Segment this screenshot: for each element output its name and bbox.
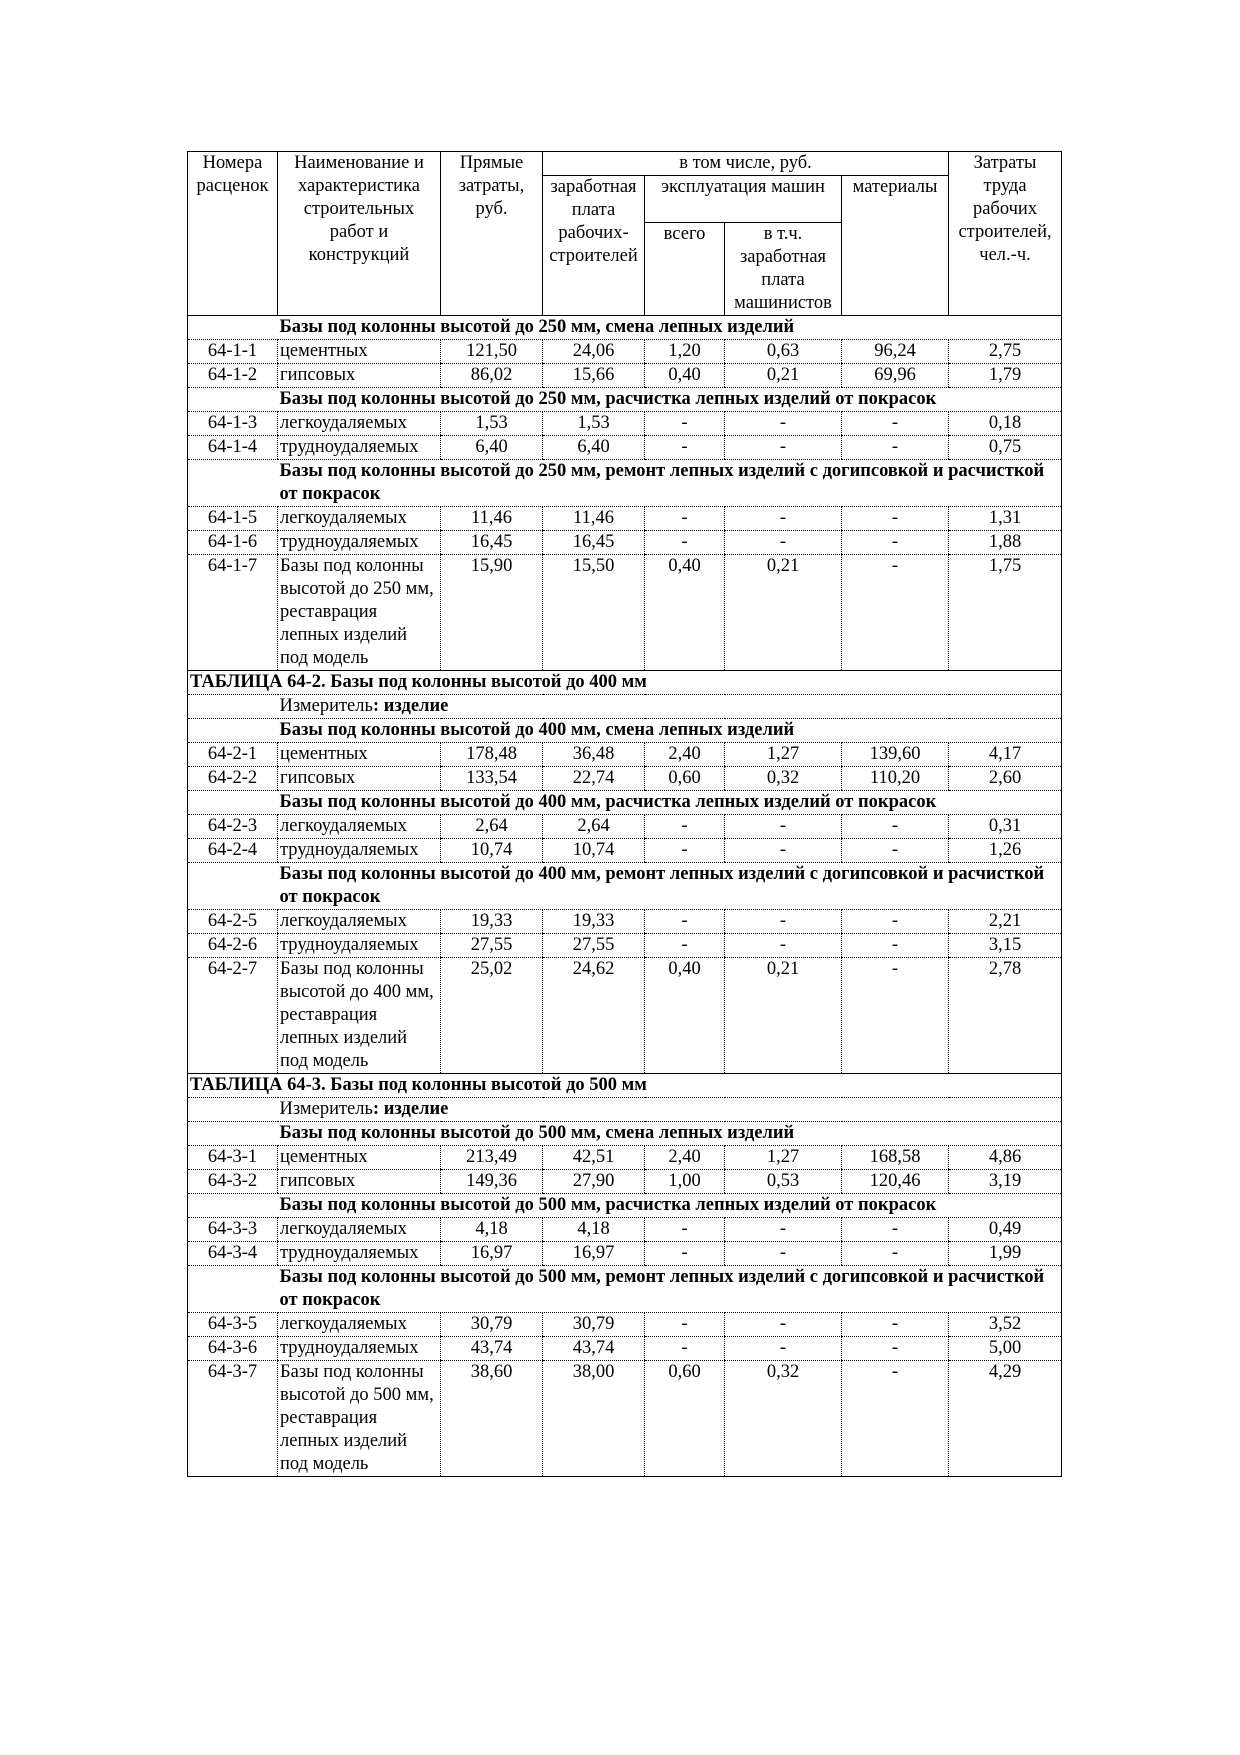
row-direct: 121,50	[441, 340, 543, 364]
row-machines: 1,20	[645, 340, 725, 364]
row-code: 64-2-5	[188, 910, 278, 934]
row-machinist-wage: 1,27	[725, 743, 842, 767]
row-wage: 27,90	[543, 1170, 645, 1194]
table-row	[188, 839, 1062, 863]
row-direct: 43,74	[441, 1337, 543, 1361]
row-machinist-wage: -	[725, 531, 842, 555]
row-code: 64-2-1	[188, 743, 278, 767]
row-name: легкоудаляемых	[278, 412, 441, 436]
row-code: 64-3-2	[188, 1170, 278, 1194]
table-row	[188, 1361, 1062, 1477]
table-row	[188, 815, 1062, 839]
row-machinist-wage: -	[725, 1313, 842, 1337]
row-labor: 4,17	[949, 743, 1062, 767]
row-labor: 1,88	[949, 531, 1062, 555]
row-machinist-wage: 0,63	[725, 340, 842, 364]
row-name: цементных	[278, 1146, 441, 1170]
row-machines: -	[645, 910, 725, 934]
row-code: 64-1-7	[188, 555, 278, 671]
measure-value: : изделие	[372, 696, 449, 716]
row-materials: 139,60	[842, 743, 949, 767]
row-code: 64-1-5	[188, 507, 278, 531]
row-wage: 19,33	[543, 910, 645, 934]
row-name: легкоудаляемых	[278, 507, 441, 531]
table-row	[188, 1170, 1062, 1194]
row-machinist-wage: -	[725, 1337, 842, 1361]
row-machinist-wage: 0,32	[725, 1361, 842, 1477]
row-name: цементных	[278, 340, 441, 364]
row-name: легкоудаляемых	[278, 910, 441, 934]
row-labor: 5,00	[949, 1337, 1062, 1361]
header-machinist-wage: в т.ч. заработная плата машинистов	[725, 223, 842, 316]
row-materials: -	[842, 815, 949, 839]
row-labor: 3,15	[949, 934, 1062, 958]
row-labor: 0,75	[949, 436, 1062, 460]
row-wage: 22,74	[543, 767, 645, 791]
row-name: трудноудаляемых	[278, 1242, 441, 1266]
row-direct: 1,53	[441, 412, 543, 436]
row-wage: 1,53	[543, 412, 645, 436]
header-direct-costs: Прямые затраты, руб.	[441, 152, 543, 316]
row-name: гипсовых	[278, 364, 441, 388]
row-materials: 168,58	[842, 1146, 949, 1170]
section-title: Базы под колонны высотой до 400 мм, смена лепных изделий	[278, 719, 1062, 743]
row-direct: 19,33	[441, 910, 543, 934]
header-machines: эксплуатация машин	[645, 176, 842, 223]
header-wage: заработная плата рабочих-строителей	[543, 176, 645, 316]
row-machines: -	[645, 531, 725, 555]
table-row	[188, 436, 1062, 460]
table-row	[188, 910, 1062, 934]
header-including: в том числе, руб.	[543, 152, 949, 176]
row-machines: -	[645, 1337, 725, 1361]
table-row	[188, 1218, 1062, 1242]
row-direct: 133,54	[441, 767, 543, 791]
row-machinist-wage: -	[725, 934, 842, 958]
row-machines: -	[645, 1242, 725, 1266]
row-labor: 1,31	[949, 507, 1062, 531]
row-labor: 1,26	[949, 839, 1062, 863]
row-direct: 30,79	[441, 1313, 543, 1337]
row-machinist-wage: 0,21	[725, 958, 842, 1074]
row-materials: -	[842, 958, 949, 1074]
row-machinist-wage: -	[725, 815, 842, 839]
header-materials: материалы	[842, 176, 949, 316]
row-machines: 1,00	[645, 1170, 725, 1194]
row-code: 64-1-4	[188, 436, 278, 460]
measure-unit	[278, 695, 1062, 719]
row-wage: 24,62	[543, 958, 645, 1074]
row-machinist-wage: -	[725, 1218, 842, 1242]
row-materials: -	[842, 1313, 949, 1337]
row-wage: 38,00	[543, 1361, 645, 1477]
row-direct: 25,02	[441, 958, 543, 1074]
row-name: гипсовых	[278, 767, 441, 791]
row-machines: 0,40	[645, 364, 725, 388]
row-code: 64-2-6	[188, 934, 278, 958]
row-code: 64-3-1	[188, 1146, 278, 1170]
row-direct: 10,74	[441, 839, 543, 863]
row-machines: -	[645, 934, 725, 958]
table-title: ТАБЛИЦА 64-3. Базы под колонны высотой до 500 мм	[188, 1074, 1062, 1098]
row-machinist-wage: -	[725, 910, 842, 934]
row-direct: 11,46	[441, 507, 543, 531]
header-code: Номера расценок	[188, 152, 278, 316]
row-wage: 36,48	[543, 743, 645, 767]
row-materials: -	[842, 1361, 949, 1477]
row-code: 64-1-2	[188, 364, 278, 388]
row-wage: 42,51	[543, 1146, 645, 1170]
section-title: Базы под колонны высотой до 400 мм, расчистка лепных изделий от покрасок	[278, 791, 1062, 815]
price-table	[187, 151, 1062, 1477]
section-title: Базы под колонны высотой до 250 мм, ремонт лепных изделий с догипсовкой и расчисткой от покрасок	[278, 460, 1062, 507]
row-name: трудноудаляемых	[278, 1337, 441, 1361]
row-wage: 2,64	[543, 815, 645, 839]
header-machines-total: всего	[645, 223, 725, 316]
table-row	[188, 767, 1062, 791]
row-name: легкоудаляемых	[278, 1313, 441, 1337]
row-name: легкоудаляемых	[278, 815, 441, 839]
table-title: ТАБЛИЦА 64-2. Базы под колонны высотой до 400 мм	[188, 671, 1062, 695]
row-wage: 11,46	[543, 507, 645, 531]
row-materials: -	[842, 934, 949, 958]
row-machines: -	[645, 436, 725, 460]
row-machinist-wage: 1,27	[725, 1146, 842, 1170]
header-labor: Затраты труда рабочих строителей, чел.-ч.	[949, 152, 1062, 316]
table-row	[188, 1146, 1062, 1170]
row-materials: 96,24	[842, 340, 949, 364]
row-materials: -	[842, 839, 949, 863]
table-row	[188, 934, 1062, 958]
row-direct: 16,97	[441, 1242, 543, 1266]
row-machinist-wage: -	[725, 1242, 842, 1266]
row-labor: 2,78	[949, 958, 1062, 1074]
row-materials: 120,46	[842, 1170, 949, 1194]
section-title: Базы под колонны высотой до 500 мм, смена лепных изделий	[278, 1122, 1062, 1146]
table-row	[188, 743, 1062, 767]
row-direct: 178,48	[441, 743, 543, 767]
row-machines: -	[645, 1218, 725, 1242]
row-wage: 15,50	[543, 555, 645, 671]
row-machines: -	[645, 507, 725, 531]
table-row	[188, 340, 1062, 364]
row-machinist-wage: -	[725, 507, 842, 531]
row-labor: 4,86	[949, 1146, 1062, 1170]
row-machines: 0,40	[645, 958, 725, 1074]
table-row	[188, 1242, 1062, 1266]
row-name: трудноудаляемых	[278, 839, 441, 863]
row-wage: 16,97	[543, 1242, 645, 1266]
row-name: Базы под колонны высотой до 250 мм, реставрация лепных изделий под модель	[278, 555, 441, 671]
row-machines: 2,40	[645, 1146, 725, 1170]
row-code: 64-3-6	[188, 1337, 278, 1361]
row-labor: 0,31	[949, 815, 1062, 839]
table-row	[188, 364, 1062, 388]
row-machines: -	[645, 839, 725, 863]
row-code: 64-2-4	[188, 839, 278, 863]
row-name: гипсовых	[278, 1170, 441, 1194]
row-materials: -	[842, 531, 949, 555]
row-materials: -	[842, 910, 949, 934]
section-title: Базы под колонны высотой до 250 мм, расчистка лепных изделий от покрасок	[278, 388, 1062, 412]
row-code: 64-1-1	[188, 340, 278, 364]
row-direct: 213,49	[441, 1146, 543, 1170]
row-code: 64-2-2	[188, 767, 278, 791]
header-name: Наименование и характеристика строительных работ и конструкций	[278, 152, 441, 316]
row-labor: 1,79	[949, 364, 1062, 388]
row-name: трудноудаляемых	[278, 436, 441, 460]
row-materials: -	[842, 507, 949, 531]
section-title: Базы под колонны высотой до 400 мм, ремонт лепных изделий с догипсовкой и расчисткой от покрасок	[278, 863, 1062, 910]
row-direct: 15,90	[441, 555, 543, 671]
row-wage: 30,79	[543, 1313, 645, 1337]
row-direct: 2,64	[441, 815, 543, 839]
row-code: 64-3-4	[188, 1242, 278, 1266]
measure-label: Измеритель	[279, 696, 373, 716]
section-title: Базы под колонны высотой до 250 мм, смена лепных изделий	[278, 316, 1062, 340]
row-wage: 43,74	[543, 1337, 645, 1361]
row-code: 64-1-6	[188, 531, 278, 555]
table-row	[188, 412, 1062, 436]
row-name: Базы под колонны высотой до 400 мм, реставрация лепных изделий под модель	[278, 958, 441, 1074]
row-wage: 15,66	[543, 364, 645, 388]
row-code: 64-2-3	[188, 815, 278, 839]
row-materials: -	[842, 436, 949, 460]
row-code: 64-1-3	[188, 412, 278, 436]
row-name: трудноудаляемых	[278, 934, 441, 958]
row-direct: 86,02	[441, 364, 543, 388]
row-machinist-wage: 0,53	[725, 1170, 842, 1194]
row-labor: 1,75	[949, 555, 1062, 671]
table-row	[188, 555, 1062, 671]
table-row	[188, 507, 1062, 531]
section-title: Базы под колонны высотой до 500 мм, ремонт лепных изделий с догипсовкой и расчисткой от покрасок	[278, 1266, 1062, 1313]
row-name: легкоудаляемых	[278, 1218, 441, 1242]
row-materials: -	[842, 1337, 949, 1361]
row-machines: -	[645, 1313, 725, 1337]
table-row	[188, 1337, 1062, 1361]
row-materials: -	[842, 555, 949, 671]
row-labor: 1,99	[949, 1242, 1062, 1266]
row-code: 64-3-3	[188, 1218, 278, 1242]
row-machinist-wage: -	[725, 412, 842, 436]
row-wage: 24,06	[543, 340, 645, 364]
row-labor: 3,52	[949, 1313, 1062, 1337]
measure-unit	[278, 1098, 1062, 1122]
row-machinist-wage: -	[725, 839, 842, 863]
section-title: Базы под колонны высотой до 500 мм, расчистка лепных изделий от покрасок	[278, 1194, 1062, 1218]
row-machines: 2,40	[645, 743, 725, 767]
row-machines: 0,60	[645, 1361, 725, 1477]
row-direct: 38,60	[441, 1361, 543, 1477]
row-labor: 3,19	[949, 1170, 1062, 1194]
row-wage: 6,40	[543, 436, 645, 460]
row-machinist-wage: 0,32	[725, 767, 842, 791]
measure-label: Измеритель	[279, 1099, 373, 1119]
row-wage: 27,55	[543, 934, 645, 958]
row-machinist-wage: 0,21	[725, 364, 842, 388]
row-labor: 2,75	[949, 340, 1062, 364]
row-labor: 4,29	[949, 1361, 1062, 1477]
row-materials: -	[842, 412, 949, 436]
row-wage: 4,18	[543, 1218, 645, 1242]
row-labor: 0,18	[949, 412, 1062, 436]
row-machinist-wage: 0,21	[725, 555, 842, 671]
row-materials: 69,96	[842, 364, 949, 388]
row-direct: 4,18	[441, 1218, 543, 1242]
row-code: 64-3-7	[188, 1361, 278, 1477]
table-row	[188, 1313, 1062, 1337]
row-machines: -	[645, 815, 725, 839]
row-machines: 0,40	[645, 555, 725, 671]
table-row	[188, 958, 1062, 1074]
row-direct: 16,45	[441, 531, 543, 555]
measure-value: : изделие	[372, 1099, 449, 1119]
row-wage: 10,74	[543, 839, 645, 863]
row-code: 64-2-7	[188, 958, 278, 1074]
row-direct: 6,40	[441, 436, 543, 460]
row-direct: 27,55	[441, 934, 543, 958]
row-name: трудноудаляемых	[278, 531, 441, 555]
row-labor: 0,49	[949, 1218, 1062, 1242]
row-materials: 110,20	[842, 767, 949, 791]
row-machinist-wage: -	[725, 436, 842, 460]
table-row	[188, 531, 1062, 555]
row-machines: 0,60	[645, 767, 725, 791]
row-materials: -	[842, 1218, 949, 1242]
row-labor: 2,21	[949, 910, 1062, 934]
row-name: цементных	[278, 743, 441, 767]
row-labor: 2,60	[949, 767, 1062, 791]
row-direct: 149,36	[441, 1170, 543, 1194]
row-wage: 16,45	[543, 531, 645, 555]
row-materials: -	[842, 1242, 949, 1266]
row-machines: -	[645, 412, 725, 436]
row-name: Базы под колонны высотой до 500 мм, реставрация лепных изделий под модель	[278, 1361, 441, 1477]
row-code: 64-3-5	[188, 1313, 278, 1337]
